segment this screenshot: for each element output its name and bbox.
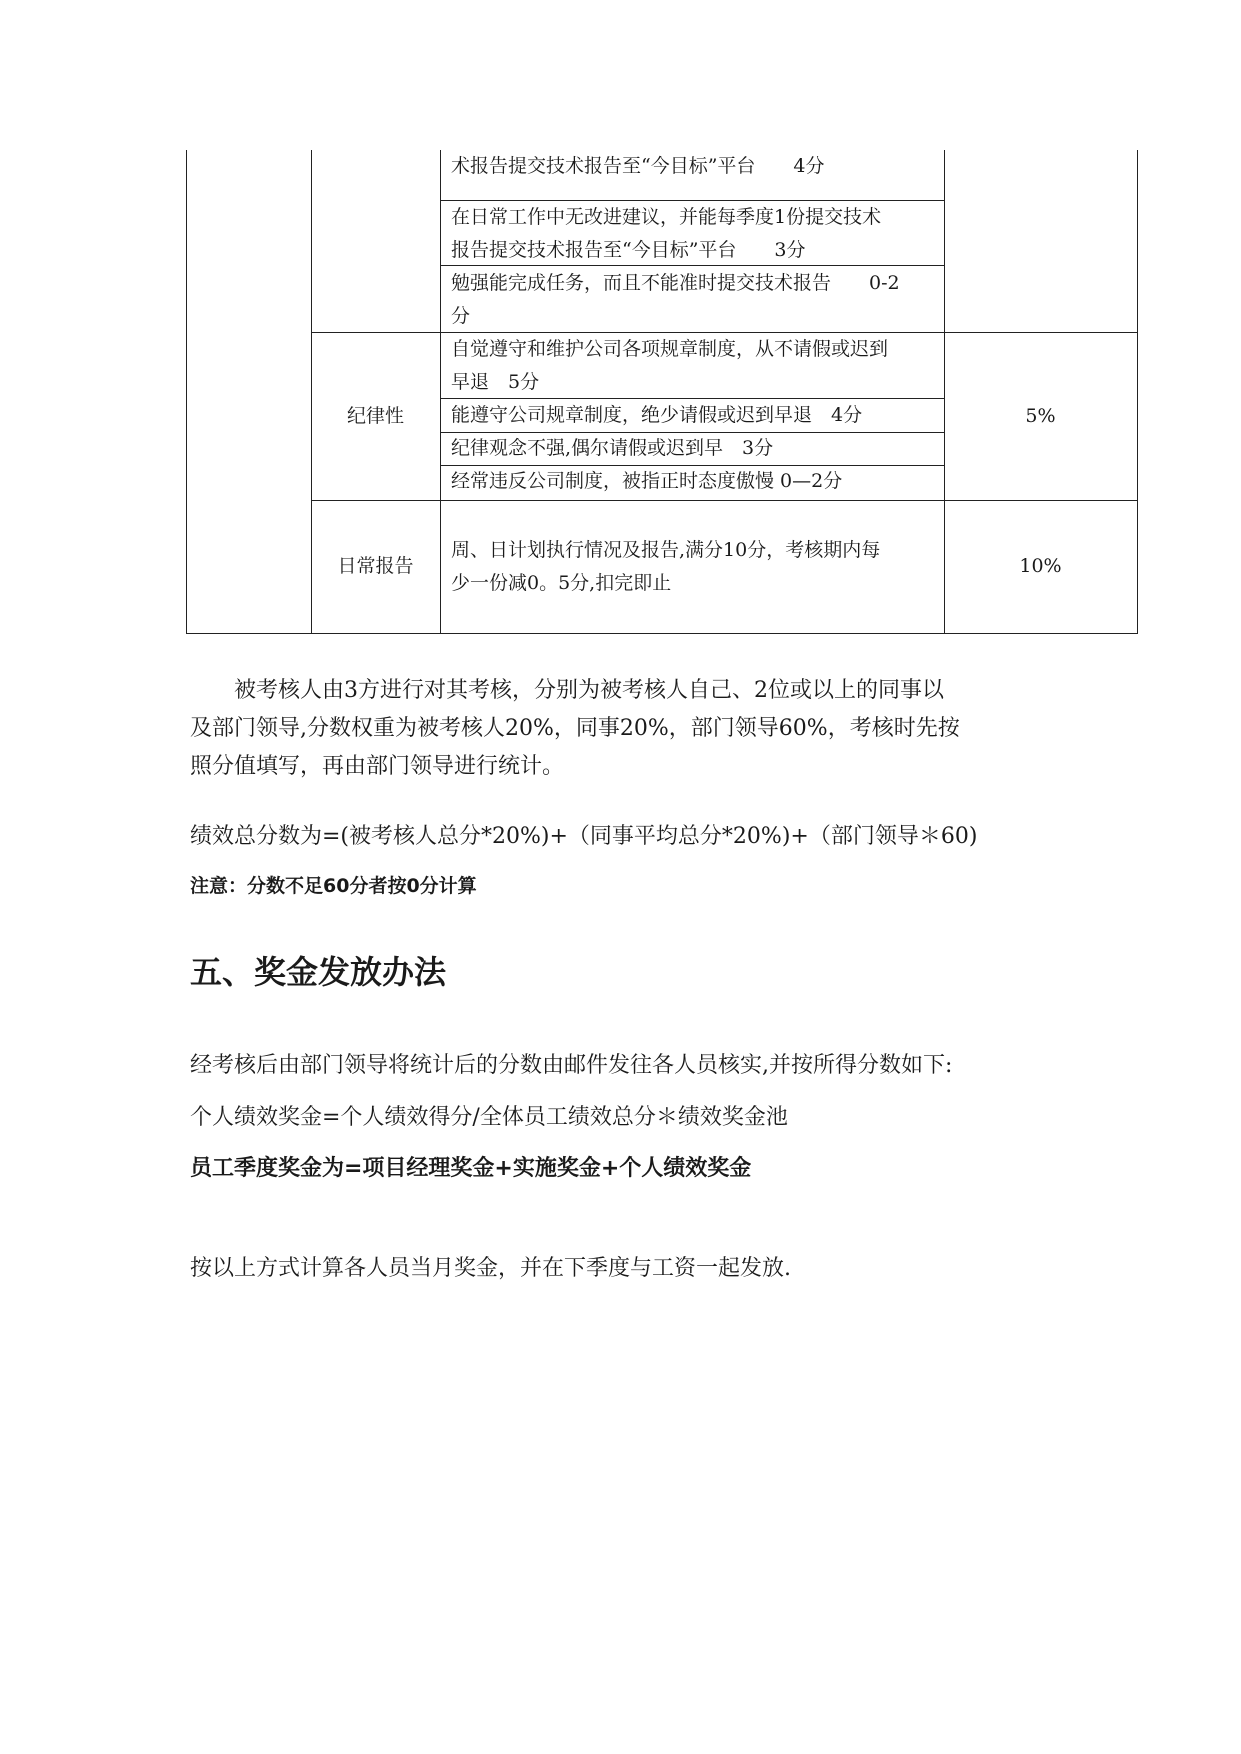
table-divider-col2 bbox=[440, 150, 441, 634]
cell-line: 少一份减0。5分,扣完即止 bbox=[451, 572, 672, 594]
cell-line: 分 bbox=[451, 305, 471, 327]
assessment-paragraph bbox=[190, 672, 960, 786]
tech-report-0-2-cell bbox=[451, 267, 900, 333]
cell-line: 在日常工作中无改进建议，并能每季度1份提交技术 bbox=[451, 206, 882, 228]
cell-line: 报告提交技术报告至“今目标”平台 3分 bbox=[451, 239, 806, 261]
daily-report-label: 日常报告 bbox=[337, 555, 414, 577]
bonus-paragraph: 经考核后由部门领导将统计后的分数由邮件发往各人员核实,并按所得分数如下: bbox=[190, 1053, 953, 1078]
paragraph-line: 被考核人由3方进行对其考核，分别为被考核人自己、2位或以上的同事以 bbox=[234, 678, 944, 703]
row-divider bbox=[311, 500, 1137, 501]
section-title: 五、奖金发放办法 bbox=[190, 953, 447, 991]
daily-report-weight: 10% bbox=[1019, 555, 1062, 577]
cell-line: 自觉遵守和维护公司各项规章制度，从不请假或迟到 bbox=[451, 338, 889, 360]
cell-line: 能遵守公司规章制度，绝少请假或迟到早退 4分 bbox=[451, 404, 863, 426]
discipline-rule-5 bbox=[451, 333, 888, 399]
discipline-rule-4 bbox=[451, 399, 862, 432]
closing-paragraph: 按以上方式计算各人员当月奖金，并在下季度与工资一起发放. bbox=[190, 1256, 791, 1281]
paragraph-line: 照分值填写，再由部门领导进行统计。 bbox=[190, 754, 565, 779]
table-border-bottom bbox=[186, 633, 1138, 634]
cell-line: 勉强能完成任务，而且不能准时提交技术报告 0-2 bbox=[451, 272, 900, 294]
discipline-weight: 5% bbox=[1025, 405, 1056, 427]
cell-line: 术报告提交技术报告至“今目标”平台 4分 bbox=[451, 155, 825, 177]
tech-report-3-cell bbox=[451, 201, 881, 267]
discipline-label: 纪律性 bbox=[346, 405, 404, 427]
discipline-rule-0-2 bbox=[451, 465, 842, 498]
table-border-right bbox=[1137, 150, 1138, 634]
cell-line: 经常违反公司制度，被指正时态度傲慢 0—2分 bbox=[451, 470, 843, 492]
tech-report-4-cell bbox=[451, 150, 825, 183]
table-border-left bbox=[186, 150, 187, 634]
daily-report-rule bbox=[451, 534, 880, 600]
cell-line: 早退 5分 bbox=[451, 371, 540, 393]
formula-text: 绩效总分数为=(被考核人总分*20%)+（同事平均总分*20%)+（部门领导＊60) bbox=[190, 824, 978, 849]
discipline-rule-3 bbox=[451, 432, 773, 465]
bonus-formula-2: 员工季度奖金为=项目经理奖金+实施奖金+个人绩效奖金 bbox=[190, 1156, 752, 1181]
cell-line: 纪律观念不强,偶尔请假或迟到早 3分 bbox=[451, 437, 774, 459]
paragraph-line: 及部门领导,分数权重为被考核人20%，同事20%，部门领导60%，考核时先按 bbox=[190, 716, 960, 741]
note-text: 注意：分数不足60分者按0分计算 bbox=[190, 875, 477, 897]
cell-line: 周、日计划执行情况及报告,满分10分，考核期内每 bbox=[451, 539, 881, 561]
bonus-formula-1: 个人绩效奖金=个人绩效得分/全体员工绩效总分＊绩效奖金池 bbox=[190, 1105, 788, 1130]
